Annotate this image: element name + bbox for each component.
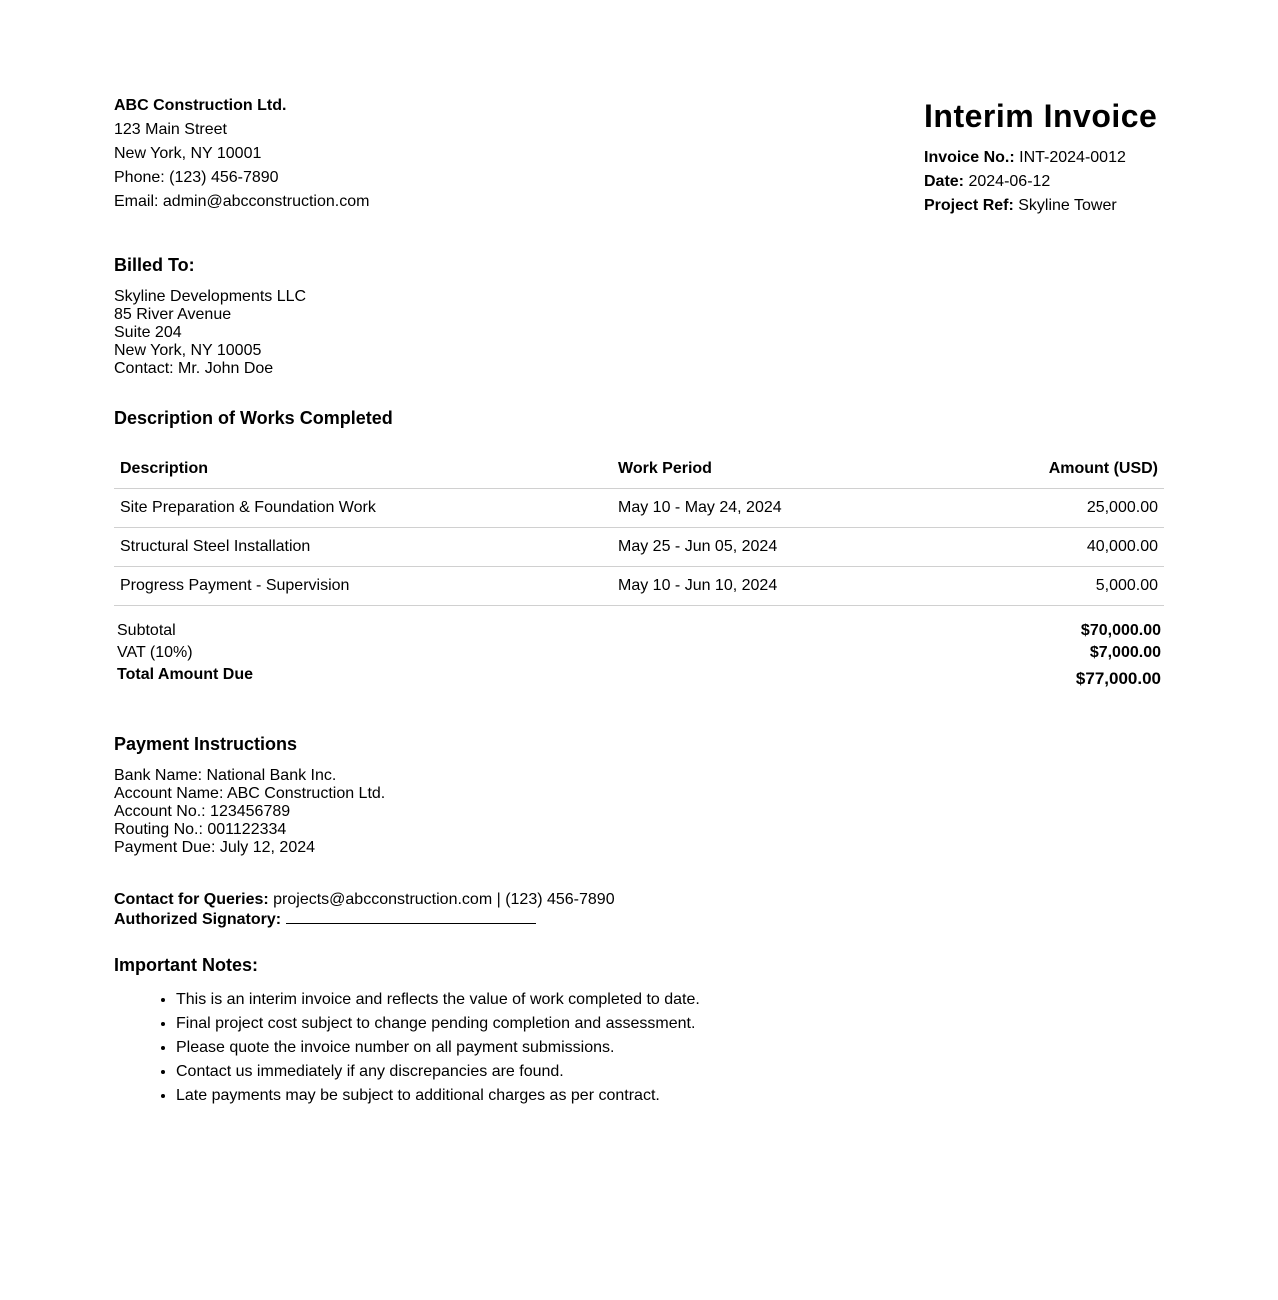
billed-to-line: New York, NY 10005 — [114, 342, 262, 359]
invoice-number-line — [924, 146, 1164, 170]
table-header-row — [114, 449, 1164, 489]
payment-heading: Payment Instructions — [114, 734, 298, 754]
note-item: • This is an interim invoice and reflects the value of work completed to date. — [176, 988, 700, 1012]
subtotal-row — [117, 620, 1161, 642]
payment-line: Account Name: ABC Construction Ltd. — [114, 785, 386, 802]
invoice-number-label: Invoice No.: — [924, 149, 1015, 166]
total-value: $77,000.00 — [1075, 669, 1161, 688]
row-amount: 5,000.00 — [924, 567, 1164, 606]
company-email: Email: admin@abcconstruction.com — [114, 193, 370, 210]
invoice-date: 2024-06-12 — [968, 173, 1051, 190]
queries-label: Contact for Queries: — [114, 891, 269, 908]
row-description: Site Preparation & Foundation Work — [114, 489, 612, 528]
queries-value: projects@abcconstruction.com | (123) 456-7890 — [273, 891, 615, 908]
vat-label: VAT (10%) — [117, 644, 193, 661]
row-description: Structural Steel Installation — [114, 528, 612, 567]
row-period: May 10 - May 24, 2024 — [612, 489, 924, 528]
company-street: 123 Main Street — [114, 121, 227, 138]
vat-row — [117, 642, 1161, 664]
invoice-date-label: Date: — [924, 173, 965, 190]
total-row — [117, 664, 1161, 690]
notes-heading: Important Notes: — [114, 955, 258, 975]
company-city: New York, NY 10001 — [114, 145, 262, 162]
table-row — [114, 567, 1164, 606]
row-period: May 10 - Jun 10, 2024 — [612, 567, 924, 606]
billed-to-section — [114, 255, 306, 378]
billed-to-line: Contact: Mr. John Doe — [114, 360, 274, 377]
note-item: • Final project cost subject to change pending completion and assessment. — [176, 1012, 700, 1036]
column-header-description: Description — [114, 449, 612, 489]
project-ref: Skyline Tower — [1018, 197, 1117, 214]
invoice-header — [924, 94, 1164, 218]
queries-line — [114, 891, 615, 909]
subtotal-label: Subtotal — [117, 622, 176, 639]
table-row — [114, 489, 1164, 528]
billed-to-line: 85 River Avenue — [114, 306, 232, 323]
vat-value: $7,000.00 — [1089, 644, 1161, 661]
payment-line: Payment Due: July 12, 2024 — [114, 839, 316, 856]
notes-list — [114, 988, 700, 1108]
invoice-title: Interim Invoice — [924, 98, 1158, 134]
billed-to-line: Skyline Developments LLC — [114, 288, 307, 305]
table-row — [114, 528, 1164, 567]
row-amount: 25,000.00 — [924, 489, 1164, 528]
works-heading: Description of Works Completed — [114, 408, 393, 428]
billed-to-heading: Billed To: — [114, 255, 195, 275]
notes-section — [114, 955, 700, 1108]
payment-section — [114, 734, 385, 857]
billed-to-line: Suite 204 — [114, 324, 182, 341]
company-name: ABC Construction Ltd. — [114, 97, 287, 114]
signatory-line — [114, 909, 615, 929]
invoice-number: INT-2024-0012 — [1019, 149, 1126, 166]
subtotal-value: $70,000.00 — [1080, 622, 1161, 639]
note-item: • Please quote the invoice number on all payment submissions. — [176, 1036, 700, 1060]
payment-line: Account No.: 123456789 — [114, 803, 291, 820]
row-period: May 25 - Jun 05, 2024 — [612, 528, 924, 567]
payment-line: Routing No.: 001122334 — [114, 821, 287, 838]
column-header-amount: Amount (USD) — [924, 449, 1164, 489]
company-info — [114, 94, 369, 214]
invoice-date-line — [924, 170, 1164, 194]
total-label: Total Amount Due — [117, 666, 253, 683]
works-table — [114, 449, 1164, 606]
note-item: • Contact us immediately if any discrepancies are found. — [176, 1060, 700, 1084]
totals-section — [117, 620, 1161, 690]
row-amount: 40,000.00 — [924, 528, 1164, 567]
column-header-work-period: Work Period — [612, 449, 924, 489]
project-ref-line — [924, 194, 1164, 218]
company-phone: Phone: (123) 456-7890 — [114, 169, 279, 186]
signature-line — [286, 909, 536, 924]
contact-section — [114, 891, 615, 929]
payment-line: Bank Name: National Bank Inc. — [114, 767, 337, 784]
signatory-label: Authorized Signatory: — [114, 911, 282, 928]
row-description: Progress Payment - Supervision — [114, 567, 612, 606]
works-section — [114, 408, 1164, 606]
project-ref-label: Project Ref: — [924, 197, 1014, 214]
note-item: • Late payments may be subject to additional charges as per contract. — [176, 1084, 700, 1108]
